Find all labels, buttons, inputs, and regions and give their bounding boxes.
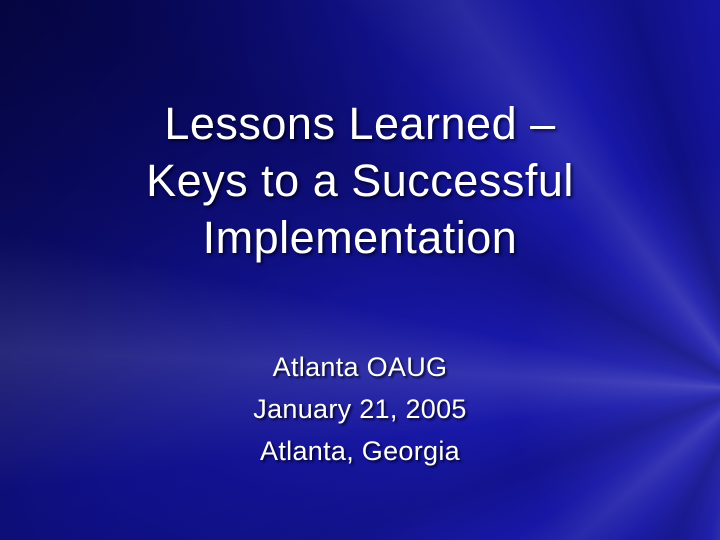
slide-title-line-1: Lessons Learned –: [164, 98, 556, 149]
slide-subtitle-location: Atlanta, Georgia: [260, 436, 460, 466]
slide-subtitle: [0, 346, 720, 472]
slide-subtitle-org: Atlanta OAUG: [272, 352, 448, 382]
slide-title-line-2: Keys to a Successful: [146, 155, 574, 206]
slide-title-line-3: Implementation: [202, 212, 518, 263]
slide-title: [0, 95, 720, 266]
slide-subtitle-date: January 21, 2005: [253, 394, 467, 424]
